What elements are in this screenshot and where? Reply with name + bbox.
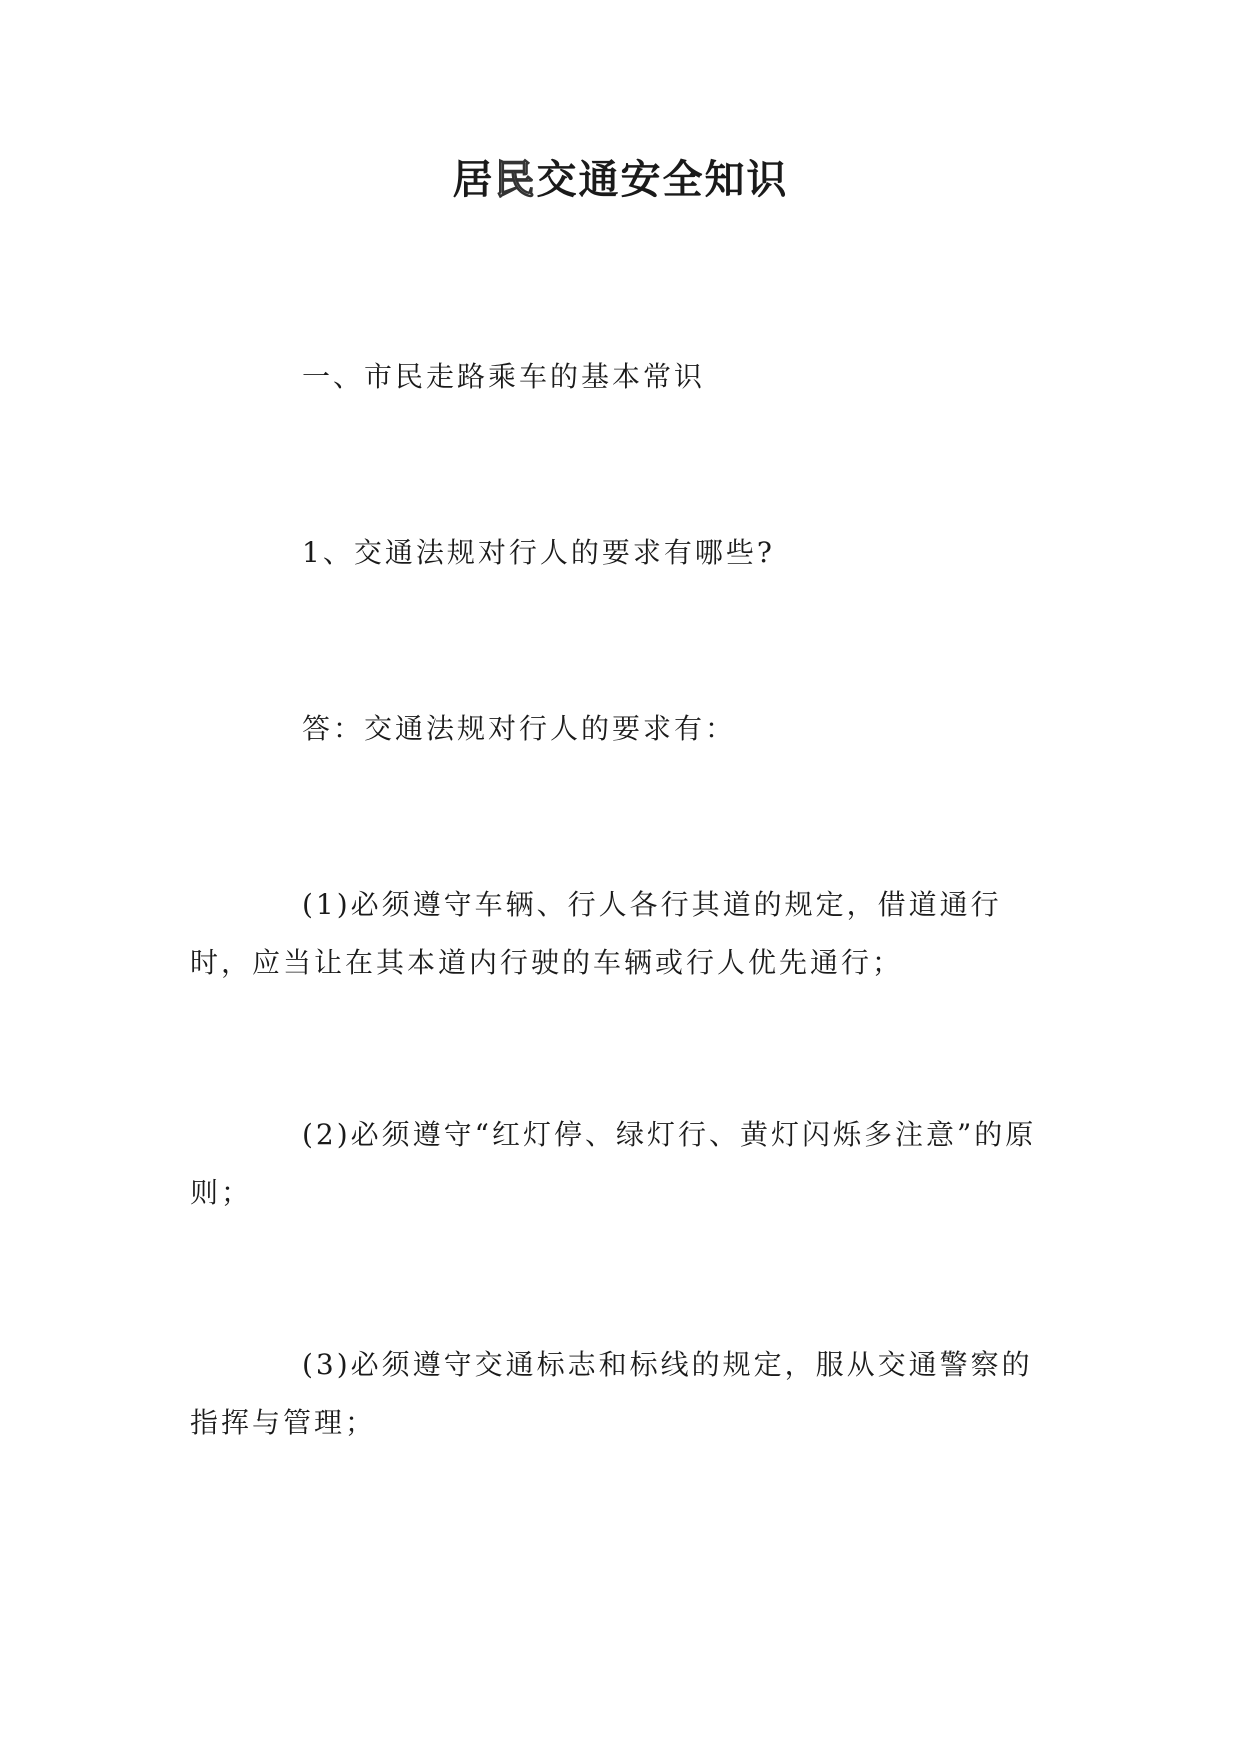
section-heading: 一、市民走路乘车的基本常识 (302, 360, 706, 393)
question-heading: 1、交通法规对行人的要求有哪些? (302, 536, 775, 569)
requirement-item-1: (1)必须遵守车辆、行人各行其道的规定，借道通行时，应当让在其本道内行驶的车辆或行人优先通行； (190, 888, 1002, 979)
title-text-start: 居 (452, 157, 495, 203)
title-text-hollow-char: 民 (494, 157, 537, 203)
title-text-end: 交通安全知识 (536, 157, 789, 203)
requirement-item-2: (2)必须遵守“红灯停、绿灯行、黄灯闪烁多注意”的原则； (190, 1118, 1037, 1209)
answer-intro: 答：交通法规对行人的要求有： (302, 712, 737, 745)
requirement-item-3: (3)必须遵守交通标志和标线的规定，服从交通警察的指挥与管理； (190, 1348, 1033, 1439)
document-title (0, 152, 1241, 208)
